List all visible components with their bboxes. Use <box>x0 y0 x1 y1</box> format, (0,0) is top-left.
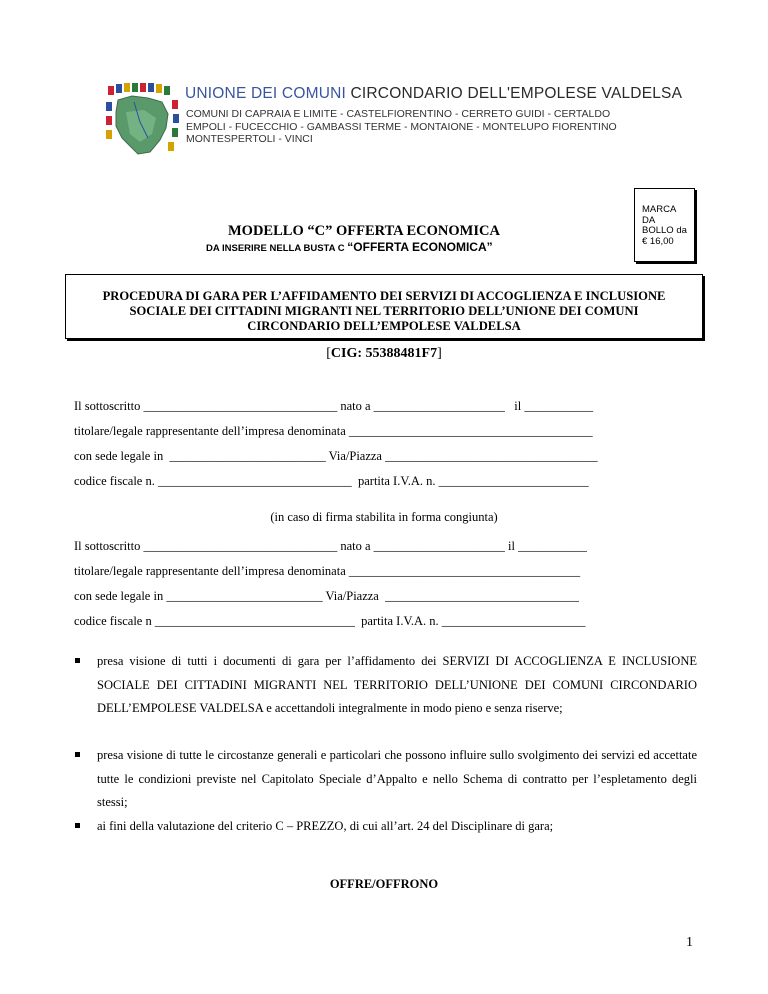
municipalities-line: EMPOLI - FUCECCHIO - GAMBASSI TERME - MONTAIONE - MONTELUPO FIORENTINO <box>186 120 617 133</box>
municipalities-line: MONTESPERTOLI - VINCI <box>186 133 313 145</box>
revenue-stamp-box <box>634 188 695 262</box>
bullet-item-circumstances: presa visione di tutte le circostanze generali e particolari che possono influire sullo svolgimento dei servizi ed accettate tutte le condizioni previste nel Capitolato Speciale d’Appalto e nello Schema di contratto per l’espletamento degli stessi; <box>97 748 697 809</box>
bullet-icon <box>75 752 80 757</box>
signer-2-name-line[interactable]: Il sottoscritto _______________________________ nato a _____________________ il ___________ <box>74 539 587 553</box>
signer-2-address-line[interactable]: con sede legale in _________________________ Via/Piazza _______________________________ <box>74 589 579 603</box>
procedure-title-box <box>65 274 703 339</box>
model-title: MODELLO “C” OFFERTA ECONOMICA <box>228 223 500 239</box>
signer-2-tax-line[interactable]: codice fiscale n ________________________________ partita I.V.A. n. _______________________ <box>74 614 586 628</box>
bullet-item-documents: presa visione di tutti i documenti di gara per l’affidamento dei SERVIZI DI ACCOGLIENZA E INCLUSIONE SOCIALE DEI CITTADINI MIGRANTI NEL TERRITORIO DELL’UNIONE DEI COMUNI CIRCONDARIO DELL’EMPOLESE VALDELSA e accettandoli integralmente in modo pieno e senza riserve; <box>97 654 697 715</box>
signer-1-company-line[interactable]: titolare/legale rappresentante dell’impresa denominata _______________________________________ <box>74 424 593 438</box>
municipalities-line: COMUNI DI CAPRAIA E LIMITE - CASTELFIORENTINO - CERRETO GUIDI - CERTALDO <box>186 108 611 120</box>
signer-2-company-line[interactable]: titolare/legale rappresentante dell’impresa denominata _____________________________________ <box>74 564 581 578</box>
revenue-stamp-label: MARCA DA BOLLO da € 16,00 <box>642 204 687 247</box>
joint-signature-note: (in caso di firma stabilita in forma congiunta) <box>270 510 498 524</box>
union-title: UNIONE DEI COMUNI CIRCONDARIO DELL'EMPOLESE VALDELSA <box>185 85 683 102</box>
signer-1-tax-line[interactable]: codice fiscale n. _______________________________ partita I.V.A. n. ________________________ <box>74 474 589 488</box>
union-map-logo <box>104 82 182 160</box>
offer-heading: OFFRE/OFFRONO <box>329 877 439 891</box>
model-subtitle: DA INSERIRE NELLA BUSTA C “OFFERTA ECONOMICA” <box>206 240 493 254</box>
signer-1-name-line[interactable]: Il sottoscritto _______________________________ nato a _____________________ il ___________ <box>74 399 594 413</box>
cig-code: [CIG: 55388481F7] <box>326 346 442 361</box>
bullet-item-price-criterion: ai fini della valutazione del criterio C – PREZZO, di cui all’art. 24 del Disciplinare di gara; <box>97 819 554 833</box>
bullet-icon <box>75 658 80 663</box>
procedure-title: PROCEDURA DI GARA PER L’AFFIDAMENTO DEI SERVIZI DI ACCOGLIENZA E INCLUSIONE SOCIALE DEI CITTADINI MIGRANTI NEL TERRITORIO DELL’UNIONE DEI COMUNI CIRCONDARIO DELL’EMPOLESE VALDELSA <box>102 289 666 333</box>
bullet-icon <box>75 823 80 828</box>
member-municipalities <box>186 108 617 146</box>
page-number: 1 <box>686 935 693 950</box>
signer-1-address-line[interactable]: con sede legale in _________________________ Via/Piazza __________________________________ <box>74 449 598 463</box>
